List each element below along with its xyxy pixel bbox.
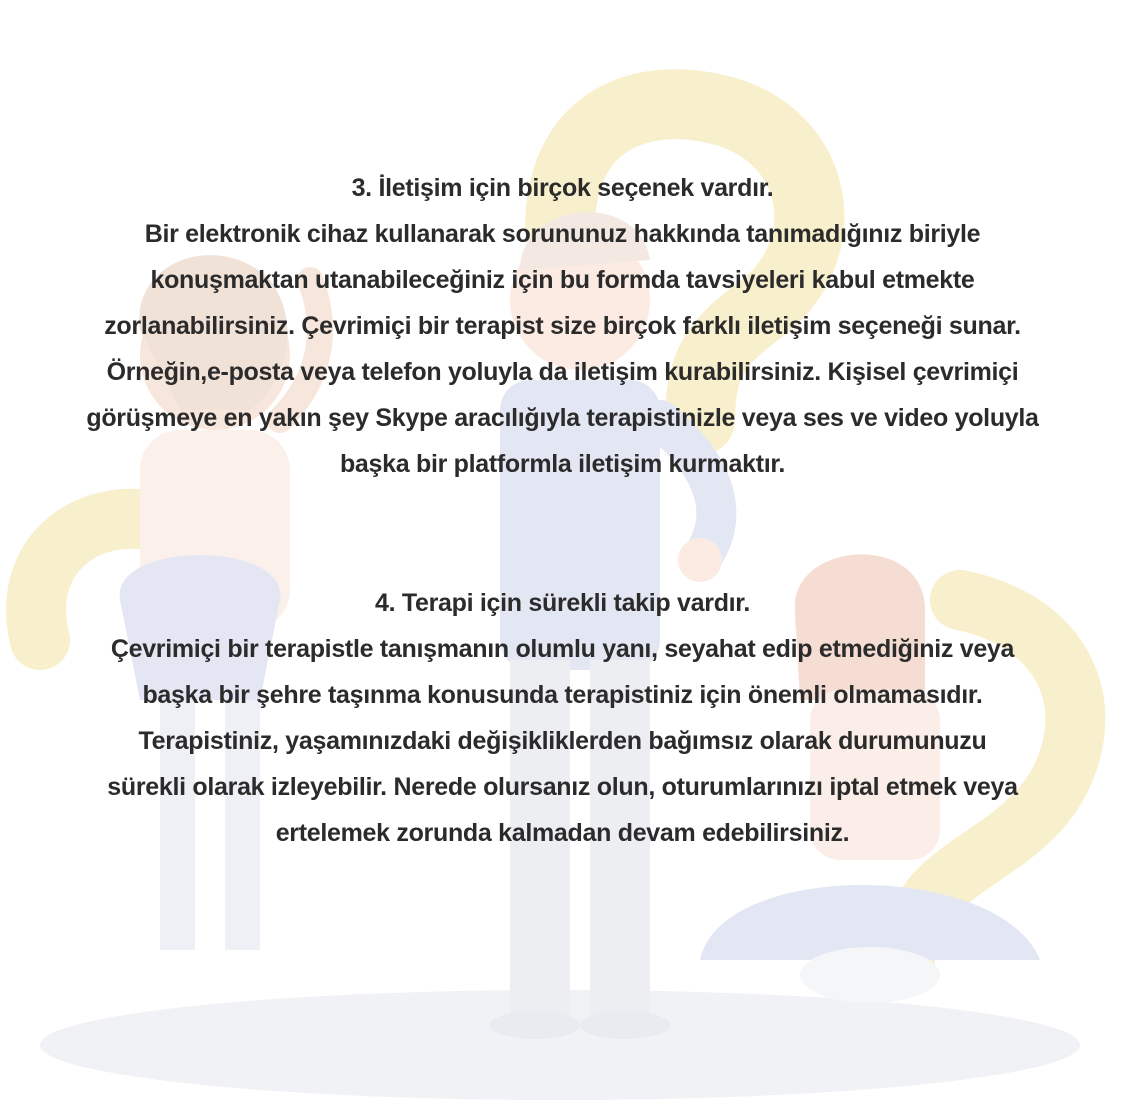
paragraph-line: konuşmaktan utanabileceğiniz için bu formda tavsiyeleri kabul etmekte — [150, 266, 975, 294]
paragraph-line: zorlanabilirsiniz. Çevrimiçi bir terapist size birçok farklı iletişim seçeneği sunar. — [104, 312, 1021, 340]
paragraph-line: başka bir şehre taşınma konusunda terapistiniz için önemli olmamasıdır. — [142, 681, 983, 709]
paragraph-line: ertelemek zorunda kalmadan devam edebilirsiniz. — [275, 819, 850, 847]
paragraph-line: Terapistiniz, yaşamınızdaki değişikliklerden bağımsız olarak durumunuzu — [138, 727, 987, 755]
paragraph-line: Çevrimiçi bir terapistle tanışmanın olumlu yanı, seyahat edip etmediğiniz veya — [110, 635, 1015, 663]
paragraph-line: görüşmeye en yakın şey Skype aracılığıyla terapistinizle veya ses ve video yoluyla — [86, 404, 1039, 432]
paragraph-line: Örneğin,e-posta veya telefon yoluyla da iletişim kurabilirsiniz. Kişisel çevrimiçi — [106, 358, 1019, 386]
section-heading: 3. İletişim için birçok seçenek vardır. — [351, 174, 774, 202]
paragraph-line: başka bir platformla iletişim kurmaktır. — [339, 450, 786, 478]
section-communication-options — [20, 165, 1105, 487]
section-heading: 4. Terapi için sürekli takip vardır. — [374, 589, 751, 617]
paragraph-line: Bir elektronik cihaz kullanarak sorununuz hakkında tanımadığınız biriyle — [144, 220, 981, 248]
section-continuous-followup — [20, 580, 1105, 856]
paragraph-line: sürekli olarak izleyebilir. Nerede olursanız olun, oturumlarınızı iptal etmek veya — [107, 773, 1018, 801]
